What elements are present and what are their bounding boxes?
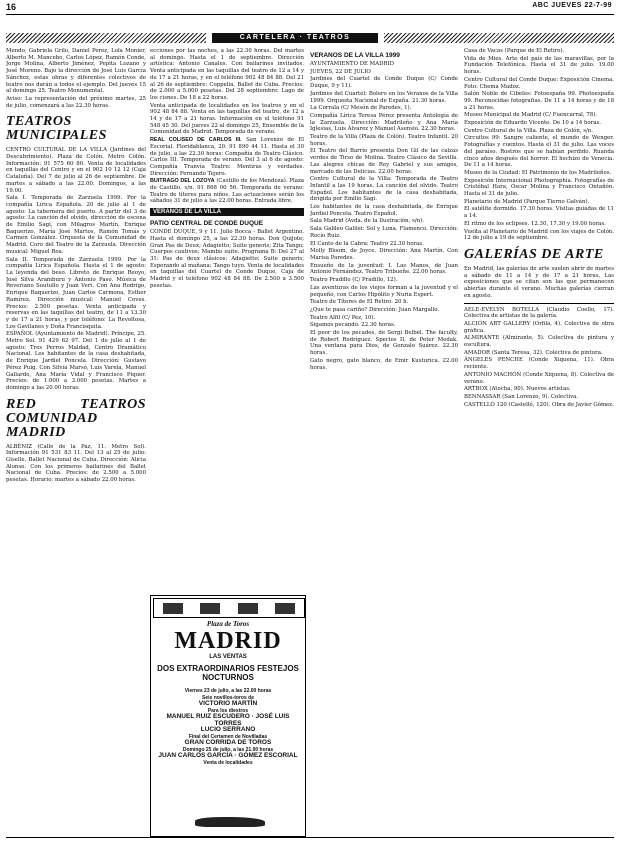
ad-ventas: LAS VENTAS (209, 654, 247, 660)
listing: El Teatro del Barrio presenta Don Gil de las calzas verdes de Tirso de Molina. Teatro Clásico de Sevilla. Las alegres chicas de Rey Gabriel y sus amigos, mercado de las Delicias. 22.00 horas. (310, 148, 458, 175)
listing: Gato negro, gato blanco, de Emir Kusturica. 22.00 horas. (310, 357, 458, 371)
listing: Teatro Alfil (C/ Pez, 10). (310, 314, 376, 321)
listing: Teatro de Títeres de El Retiro. 20 h. (310, 299, 409, 306)
divider (464, 303, 614, 304)
listing: Centro Cultural de la Villa: Temporada de Teatro Infantil a las 19 horas. La canción del olvido. Teatro Español. Los habitantes de la casa deshabitada, dirigida por Emilio Sagi. (310, 176, 458, 203)
listing: Jardines del Cuartel: Bolero en los Veranos de la Villa 1999. Orquesta Nacional de España. 21.30 horas. (310, 90, 458, 104)
venue-buitrago: BUITRAGO DEL LOZOYA (150, 178, 215, 185)
listing-real-coliseo: San Lorenzo de El Escorial. Floridablanca, 20. 91 890 44 11. Hasta el 30 de julio, a las 22.30 horas: Compañía de Teatro Clásico. Carlos III. Temporada de verano. Del 3 al 6 de agosto: Compañía Tranvía Teatro: Mentiras y verdades. Dirección: Fernando Tejero. (150, 137, 304, 177)
listing: Vuelta al Planetario de Madrid con los viajes de Colón. 12 de julio a 19 de septiembre. (464, 228, 614, 242)
hatch-band-right (384, 33, 614, 43)
listing: Ensueño de la juventud: I. Las Manos, de Juan Antonio Fernández. Teatro Tribueñe. 22.00 horas. (310, 262, 458, 276)
ad-line: Viernes 23 de julio, a las 22.00 horas (184, 688, 272, 694)
listing: La Corrala (C/ Mesón de Paredes, 1). (310, 105, 412, 112)
listing: Teatro de la Villa (Plaza de Colón). Teatro Infantil. 20 horas. (310, 134, 458, 147)
listing: Museo de la Ciudad: El Patrimonio de los Madrileños. (464, 169, 612, 176)
issue-date: ABC JUEVES 22-7-99 (532, 2, 612, 9)
heading-veranos-villa: VERANOS DE LA VILLA 1999 (310, 52, 400, 59)
listing: Compañía Lírica Teresa Pérez presenta Antología de la Zarzuela. Dirección: Madrileño y Ana María Iglesias, Luis Álvarez y Manuel Asensio. 22.30 horas. (310, 112, 458, 133)
heading-teatros-municipales: TEATROS MUNICIPALES (6, 114, 107, 144)
band-veranos: VERANOS DE LA VILLA (150, 208, 304, 216)
galerias-intro: En Madrid, las galerías de arte suelen abrir de martes a sábado de 11 a 14 y de 17 a 21 horas. Las exposiciones que se citan son las que permanecen abiertas durante el verano. Muchas galerías cierran en agosto. (464, 265, 614, 299)
ad-festejos: DOS EXTRAORDINARIOS FESTEJOS NOCTURNOS (157, 664, 299, 682)
ad-line: MANUEL RUIZ ESCUDERO · JOSÉ LUIS TORRES (166, 713, 290, 727)
column-2 (150, 48, 304, 588)
listing: Centro Cultural de la Villa. Plaza de Colón, s/n. (464, 127, 593, 134)
gallery-entry: AELE-EVELYN BOTELLA (Claudio Coello, 17). Colectiva de artistas de la galería. (464, 306, 614, 320)
listing: Casa de Vacas (Parque de El Retiro). (464, 48, 565, 54)
gallery-entry: CASTELLÓ 120 (Castelló, 120). Obra de Javier Gómez. (464, 401, 614, 408)
hatch-band-left (6, 33, 206, 43)
ad-line: VICTORIO MARTÍN (198, 700, 258, 707)
listing: Molly Bloom, de Joyce. Dirección: Ana Martín. Con Marisa Paredes. (310, 248, 458, 261)
sponsor-logo-icon (163, 603, 183, 614)
listing: ¿Que te pasa cariño? Dirección: Juan Margallo. (310, 306, 440, 313)
listing: Exposición de Eduardo Vicente. De 10 a 14 horas. (464, 120, 602, 127)
ad-line: Final del Certamen de Novilladas (188, 733, 268, 740)
ad-line: Domingo 25 de julio, a las 21.00 horas (182, 746, 274, 753)
listing-sala-1: Sala I. Temporada de Zarzuela 1999. Por la compañía Lírica Española. 20 de julio al 1 de agosto: La tabernera del puerto. A partir del 3 de agosto: La canción del olvido, dirección de escena de Emilio Sagi, con Milagros Martín, Enrique Baquerizo, María José Martos, Ramón Tomás y Carmen González. Orquesta de la Comunidad de Madrid. Coro del Teatro de la Zarzuela. Dirección musical: Miguel Roa. (6, 195, 146, 255)
venue-conde-duque: PATIO CENTRAL DE CONDE DUQUE (150, 220, 264, 228)
gallery-entry: BENNASSAR (San Lorenzo, 9). Colectiva. (464, 393, 579, 400)
listing: Salón Noble de Cibeles: Fotoespaña 99. Photoespaña 99. Reconocidas fotografías. De 11 a 14 horas y de 18 a 21 horas. (464, 91, 614, 111)
listing: Sala Galileo Galilei: Sol y Luna. Flamenco. Dirección: Rocío Ruiz. (310, 226, 458, 239)
listing-continuation: ecciones por las noches, a las 22.30 horas. Del martes al domingo. Hasta el 1 de septiembre. Dirección artística: Antonio Canales. Con bailarines invitados. Venta anticipada en las taquillas del teatro de 12 a 14 y de 17 a 21 horas, y en el teléfono 902 48 84 88. Del 21 al 26 de septiembre: Coppelia, Ballet de Cuba. Precios: de 2.000 a 5.000 pesetas. Del 28 septiembre: Lago de los cisnes. De 18 a 22 horas. (150, 48, 304, 101)
gallery-entry: ANTONIO MACHÓN (Conde Xiquena, 8). Colectiva de verano. (464, 371, 614, 385)
listing: El Canto de la Cabra: Teatro 22.30 horas. (310, 240, 424, 247)
listing: Sigamos pecando. 22.30 horas. (310, 322, 396, 329)
listing: Planetario de Madrid (Parque Tierno Galván). (464, 198, 590, 205)
listing: El satélite dormido. 17.30 horas. Visitas guiadas de 11 a 14. (464, 206, 614, 220)
bull-silhouette-icon (195, 817, 265, 827)
ad-footer (155, 810, 301, 832)
listing: Sala Madrid (Avda. de la Ilustración, s/n). (310, 218, 424, 225)
ad-line: Venta de localidades (203, 759, 253, 766)
ad-madrid: MADRID (174, 628, 282, 654)
column-4 (464, 48, 614, 838)
organizer: AYUNTAMIENTO DE MADRID (310, 61, 394, 67)
listing: Circuitos 99: Sangre caliente, el mundo de Wenger. Fotografías y cuentos. Hasta el 31 de julio. Las voces del paraíso. Rostros que se habían perdido. Ruanda cinco años después del horror. El hechizo de Venecia. De 11 a 14 horas. (464, 135, 614, 169)
listing: Teatro Pradillo (C/ Pradillo, 12). (310, 277, 398, 284)
ad-line: LUCIO SERRANO (200, 726, 256, 733)
column-1 (6, 48, 146, 838)
ad-plaza: Plaza de Toros (206, 620, 250, 628)
heading-galerias: GALERÍAS DE ARTE (464, 246, 604, 262)
section-title: CARTELERA · TEATROS (212, 33, 378, 43)
heading-red-teatros: RED TEATROS COMUNIDAD MADRID (6, 396, 146, 440)
listing: Vida de Mies. Arte del país de las maravillas, por la Fundación Telefónica. Hasta el 31 de julio. 19.00 horas. (464, 55, 614, 76)
article-intro: Mendo, Gabriela Grilo, Daniel Perez, Lola Monier, Alberto M. Mancebo, Carlos López, Ramón Conde, Jorge Molina, Alberto Jiménez, Pepita Lozano y José Moreno. Bajo la dirección de José Luis García Sánchez, estas obras y diferentes colectivos de teatro nos darán a todos el ejemplo. Del jueves 15 al domingo 25. Teatro Monumental. (6, 48, 146, 95)
gallery-entry: ÁNGELES PENCHE (Conde Xiquena, 11). Obra reciente. (464, 357, 614, 371)
listing: Las aventuras de los viejos forman a la juventud y el pequeño, con Carlos Hipólito y Nuria Espert. (310, 284, 458, 298)
sponsor-logo-icon (200, 603, 220, 614)
ad-line: GRAN CORRIDA DE TOROS (184, 739, 272, 746)
page-number: 16 (6, 2, 17, 12)
ad-line: JUAN CARLOS GARCÍA · GÓMEZ ESCORIAL (158, 752, 298, 759)
listing: Centro Cultural del Conde Duque: Exposición Cinema. Foto: Chema Madoz. (464, 76, 614, 90)
top-rule (6, 14, 614, 24)
gallery-entry: AMADOR (Santa Teresa, 32). Colectiva de pintura. (464, 349, 603, 356)
listing: Jardines del Cuartel de Conde Duque (C/ Conde Duque, 9 y 11). (310, 76, 458, 90)
sponsor-logo-icon (238, 603, 258, 614)
listing-conde-duque: CONDE DUQUE, 9 y 11. Julio Bocca - Ballet Argentino. Hasta el domingo 25, a las 22.30 horas. Don Quijote; Gran Pas de Deux; Adagietto; Suite generis; Zita Tango; Cuerpos cautivos; Mambo suite. Programa B: Del 27 al 31: Pas de deux clásicos; Adagietto; Suite generis; Esperando al mañana; Tango tuyo. Venta de localidades en taquillas del Cuartel de Conde Duque, Caja de Madrid y el teléfono 902 48 84 88. De 2.500 a 3.500 pesetas. (150, 229, 304, 289)
listing-venta: Venta anticipada de localidades en los teatros y en el 902 48 84 88. Venta en las taquillas del teatro, de 12 a 14 y de 17 a 21 horas. Información en el teléfono 91 548 45 30. Del jueves 22 al domingo 25, Ensemble de la Comunidad de Madrid. Temporada de verano. (150, 102, 304, 136)
listing-albeniz: ALBÉNIZ (Calle de la Paz, 11. Metro Sol). Información 91 531 83 11. Del 13 al 25 de julio: Giselle. Ballet Nacional de Cuba. Dirección: Alicia Alonso. Con los primeros bailarines del Ballet Nacional de Cuba. Precios: de 2.500 a 5.000 pesetas. Horario: martes a sábado 22.00 horas. (6, 443, 146, 484)
gallery-entry: ALCIÓN ART GALLERY (Orfila, 4). Colectiva de obra gráfica. (464, 320, 614, 334)
listing-centro-cultural: CENTRO CULTURAL DE LA VILLA (Jardines del Descubrimiento). Plaza de Colón. Metro Colón. Información: 91 575 60 80. Venta de localidades en taquillas del Centro y en el 902 10 12 12 (Caja Cataluña). Del 7 de julio al 26 de septiembre. De martes a sábado a las 22.00. Domingos, a las 19.00. (6, 147, 146, 194)
listing: Museo Municipal de Madrid (C/ Fuencarral, 78). (464, 112, 598, 119)
venue-real-coliseo: REAL COLISEO DE CARLOS III. (150, 137, 242, 144)
listing: Exposición Internacional Photographia. Fotografías de Cristóbal Hara, Óscar Molina y Francisco Ontañón. Hasta el 31 de julio. (464, 177, 614, 198)
gallery-entry: ALMIRANTE (Almirante, 5). Colectiva de pintura y escultura. (464, 335, 614, 349)
gallery-entry: ARTBOX (Atocha, 90). Nuevos artistas. (464, 386, 571, 393)
ad-line: Para los diestros (207, 707, 249, 714)
ad-sponsor-strip (153, 598, 305, 618)
bottom-rule (6, 837, 614, 838)
sponsor-logo-icon (275, 603, 295, 614)
date-line: JUEVES, 22 DE JULIO (310, 68, 371, 75)
listing: Los habitantes de la casa deshabitada, de Enrique Jardiel Poncela. Teatro Español. (310, 204, 458, 217)
column-3 (310, 48, 458, 838)
notice: Aviso: La representación del próximo martes, 25 de julio, comenzará a las 22.30 horas. (6, 95, 146, 109)
listing-espanol: ESPAÑOL (Ayuntamiento de Madrid). Príncipe, 25. Metro Sol. 91 429 62 97. Del 1 de julio al 1 de agosto: Tres Perros Maldad, Centro Dramático Nacional. Los habitantes de la casa deshabitada, de Enrique Jardiel Poncela. Dirección: Gustavo Pérez Puig. Con Silvia Marsó, Luis Varela, Manuel Gallardo, Ana María Vidal y Francisco Piquer. Precios: de 1.000 a 3.000 pesetas. Martes a domingo a las 20.00 horas. (6, 331, 146, 391)
bullfight-advertisement (150, 595, 306, 837)
listing: El ritmo de los eclipses. 12.30, 17.30 y 19.00 horas. (464, 220, 606, 227)
listing: El peor de los pecados, de Sergi Belbel. The faculty, de Robert Rodríguez. Species II, de Peter Medak. Una ventana para Dios, de Gonzalo Suárez. 22.30 horas. (310, 330, 458, 357)
ad-body (155, 688, 301, 766)
ad-line: Seis novillos-toros de (202, 694, 254, 701)
listing-sala-2: Sala II. Temporada de Zarzuela 1999. Por la compañía Lírica Española. Hasta el 1 de agosto: La leyenda del beso. Libreto de Enrique Reoyo, José Silva Aramburu y Antonio Paso. Música de Reveriano Soutullo y Juan Vert. Con Ana Rodrigo, Enrique Baquerizo, Juan Carlos Carmona, Esther Ramírez. Dirección musical: Manuel Coves. Precios: 2.500 pesetas. Venta anticipada y reservas en las taquillas del teatro, de 11 a 13.30 y de 17 a 21 horas, y por teléfono: La Revoltosa, Los Gavilanes y Doña Francisquita. (6, 256, 146, 330)
listing-buitrago: (Castillo de los Mendoza). Plaza de Castillo, s/n. 91 868 00 56. Temporada de verano: Teatro de títeres para niños. Las actuaciones serán los sábados 31 de julio a las 22.00 horas. Entrada libre. (150, 178, 304, 205)
